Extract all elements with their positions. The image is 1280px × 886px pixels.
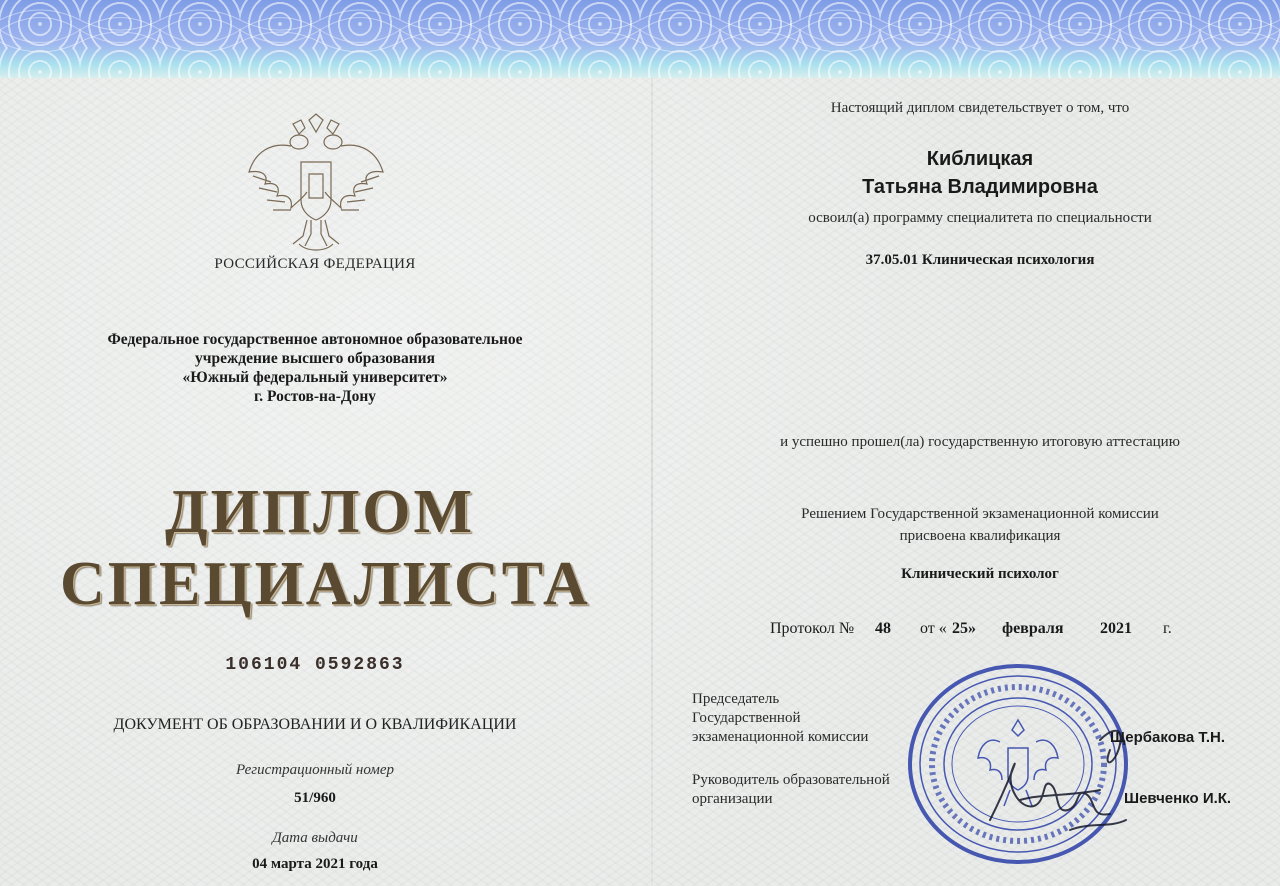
graduate-given-names: Татьяна Владимировна <box>862 176 1098 198</box>
issue-date: 04 марта 2021 года <box>252 856 378 872</box>
protocol-year-suffix: г. <box>1163 620 1172 637</box>
protocol-label: Протокол № <box>770 620 855 637</box>
protocol-month: февраля <box>1002 620 1064 637</box>
document-type: ДОКУМЕНТ ОБ ОБРАЗОВАНИИ И О КВАЛИФИКАЦИИ <box>113 716 517 733</box>
chairman-line: экзаменационной комиссии <box>692 729 869 745</box>
institution-line: Федеральное государственное автономное образовательное <box>107 331 523 348</box>
guilloche-pattern <box>0 0 1280 78</box>
protocol-from: от « <box>920 620 947 637</box>
institution-name <box>60 330 570 406</box>
protocol-day: 25» <box>952 620 976 637</box>
chairman-title <box>692 690 932 747</box>
decision-line: присвоена квалификация <box>899 528 1061 544</box>
head-line: Руководитель образовательной <box>692 772 890 788</box>
protocol-year: 2021 <box>1100 620 1132 637</box>
diploma-title <box>60 476 591 620</box>
institution-city: г. Ростов-на-Дону <box>254 388 376 405</box>
head-line: организации <box>692 791 773 807</box>
registration-number: 51/960 <box>294 790 336 806</box>
institution-line: учреждение высшего образования <box>195 350 435 367</box>
title-line-2: СПЕЦИАЛИСТА <box>60 550 591 618</box>
chairman-line: Государственной <box>692 710 801 726</box>
title-line-1: ДИПЛОМ <box>164 478 476 546</box>
decision-line: Решением Государственной экзаменационной комиссии <box>801 506 1159 522</box>
country-name: РОССИЙСКАЯ ФЕДЕРАЦИЯ <box>214 256 416 272</box>
decorative-top-band <box>0 0 1280 78</box>
qualification: Клинический психолог <box>901 566 1059 582</box>
attestation-text: и успешно прошел(ла) государственную итоговую аттестацию <box>780 434 1180 450</box>
chairman-line: Председатель <box>692 691 780 707</box>
registration-number-label: Регистрационный номер <box>235 762 394 778</box>
serial-number: 106104 0592863 <box>225 655 405 675</box>
head-name: Шевченко И.К. <box>1124 790 1232 807</box>
intro-text: Настоящий диплом свидетельствует о том, что <box>830 100 1130 116</box>
graduate-surname: Киблицкая <box>926 148 1034 170</box>
page-fold <box>651 78 653 886</box>
institution-line: «Южный федеральный университет» <box>182 369 448 386</box>
issue-date-label: Дата выдачи <box>272 830 358 846</box>
head-title <box>692 771 932 809</box>
double-headed-eagle-emblem-icon <box>241 112 391 257</box>
protocol-number: 48 <box>875 620 891 637</box>
program-text: освоил(а) программу специалитета по специальности <box>808 210 1152 226</box>
chairman-name: Щербакова Т.Н. <box>1110 729 1226 746</box>
specialty: 37.05.01 Клиническая психология <box>865 252 1095 268</box>
